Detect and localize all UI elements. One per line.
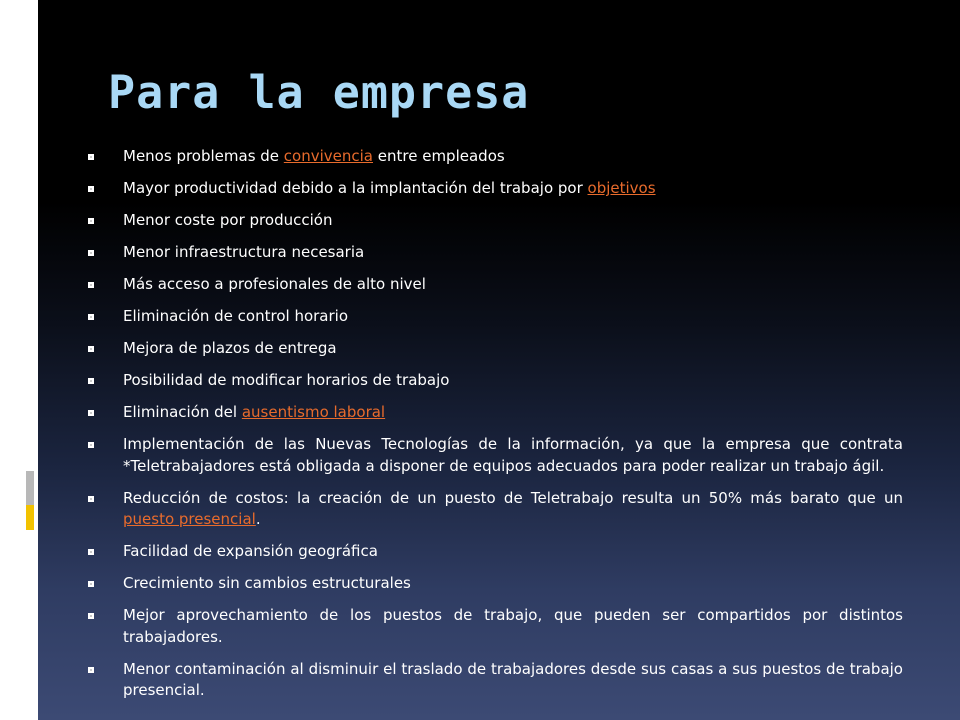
bullet-link[interactable]: ausentismo laboral xyxy=(241,403,386,421)
bullet-text: Menor infraestructura necesaria xyxy=(123,243,365,261)
bullet-text: Posibilidad de modificar horarios de trabajo xyxy=(123,371,450,389)
square-bullet-icon xyxy=(88,496,94,502)
bullet-item xyxy=(88,402,903,424)
square-bullet-icon xyxy=(88,549,94,555)
bullet-text: Eliminación del xyxy=(123,403,242,421)
bullet-text: Reducción de costos: la creación de un puesto de Teletrabajo resulta un 50% más barato que un xyxy=(123,488,903,507)
bullet-text: Implementación de las Nuevas Tecnologías de la información, ya que la empresa que contrata *Teletrabajadores está obligada a disponer de equipos adecuados para poder realizar un trabajo ágil. xyxy=(123,435,903,475)
square-bullet-icon xyxy=(88,314,94,320)
square-bullet-icon xyxy=(88,218,94,224)
square-bullet-icon xyxy=(88,250,94,256)
square-bullet-icon xyxy=(88,186,94,192)
square-bullet-icon xyxy=(88,581,94,587)
accent-bar-gray xyxy=(26,471,34,505)
bullet-item xyxy=(88,306,903,328)
bullet-item xyxy=(88,434,903,477)
bullet-item xyxy=(88,178,903,200)
square-bullet-icon xyxy=(88,410,94,416)
bullet-text: Mejora de plazos de entrega xyxy=(123,339,337,357)
bullet-link[interactable]: objetivos xyxy=(587,179,656,197)
bullet-text: Menor coste por producción xyxy=(123,211,333,229)
accent-bar-white xyxy=(26,530,34,720)
bullet-text: Facilidad de expansión geográfica xyxy=(123,542,378,560)
bullet-list xyxy=(88,146,903,712)
slide-title: Para la empresa xyxy=(108,66,530,119)
bullet-link[interactable]: puesto presencial xyxy=(123,510,256,528)
bullet-text-after: . xyxy=(255,510,261,528)
bullet-item xyxy=(88,573,903,595)
square-bullet-icon xyxy=(88,667,94,673)
bullet-item xyxy=(88,605,903,648)
bullet-item xyxy=(88,370,903,392)
bullet-text: Mayor productividad debido a la implantación del trabajo por xyxy=(123,179,588,197)
bullet-text-after: entre empleados xyxy=(373,147,505,165)
bullet-item xyxy=(88,541,903,563)
accent-bar-yellow xyxy=(26,505,34,530)
square-bullet-icon xyxy=(88,282,94,288)
bullet-text: Eliminación de control horario xyxy=(123,307,348,325)
square-bullet-icon xyxy=(88,346,94,352)
square-bullet-icon xyxy=(88,442,94,448)
bullet-text: Mejor aprovechamiento de los puestos de trabajo, que pueden ser compartidos por distintos trabajadores. xyxy=(123,606,903,646)
square-bullet-icon xyxy=(88,378,94,384)
bullet-text: Crecimiento sin cambios estructurales xyxy=(123,574,411,592)
bullet-item xyxy=(88,146,903,168)
bullet-text: Menos problemas de xyxy=(123,147,284,165)
bullet-text: Más acceso a profesionales de alto nivel xyxy=(123,275,426,293)
bullet-item xyxy=(88,210,903,232)
bullet-item xyxy=(88,338,903,360)
bullet-link[interactable]: convivencia xyxy=(283,147,373,165)
bullet-item xyxy=(88,659,903,702)
square-bullet-icon xyxy=(88,613,94,619)
bullet-item xyxy=(88,274,903,296)
bullet-item xyxy=(88,488,903,531)
bullet-item xyxy=(88,242,903,264)
bullet-text: Menor contaminación al disminuir el traslado de trabajadores desde sus casas a sus puestos de trabajo presencial. xyxy=(123,659,903,699)
square-bullet-icon xyxy=(88,154,94,160)
